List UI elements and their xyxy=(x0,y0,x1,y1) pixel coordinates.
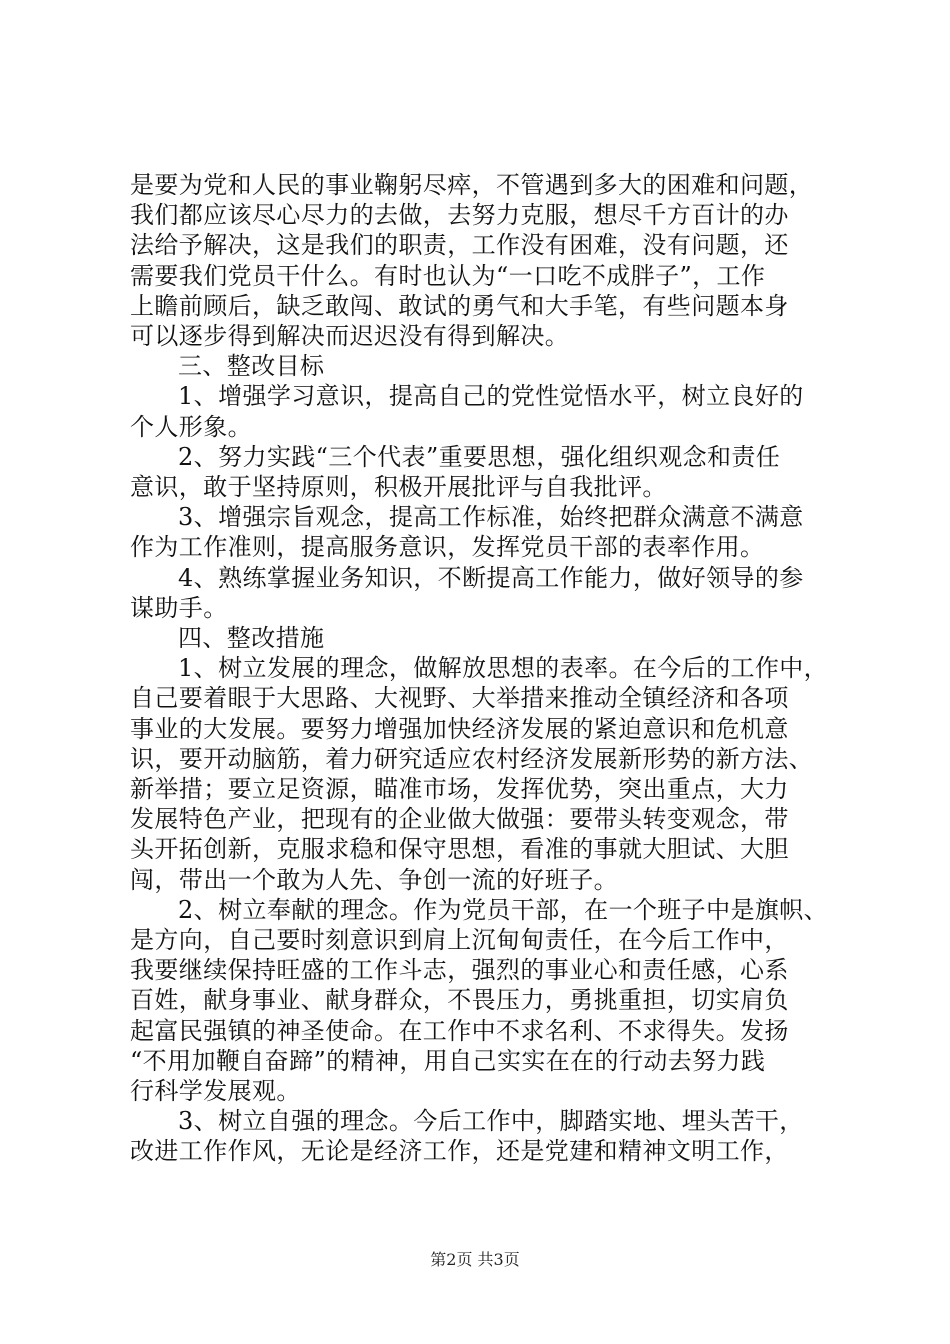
text-line: 闯，带出一个敢为人先、争创一流的好班子。 xyxy=(130,865,618,894)
text-line: 法给予解决，这是我们的职责，工作没有困难，没有问题，还 xyxy=(130,231,789,260)
text-line: 事业的大发展。要努力增强加快经济发展的紧迫意识和危机意 xyxy=(130,714,789,743)
text-line: 上瞻前顾后，缺乏敢闯、敢试的勇气和大手笔，有些问题本身 xyxy=(130,291,789,320)
text-line: 作为工作准则，提高服务意识，发挥党员干部的表率作用。 xyxy=(130,533,765,562)
text-line: 2、努力实践“三个代表”重要思想，强化组织观念和责任 xyxy=(178,442,781,471)
text-line: 四、整改措施 xyxy=(178,624,325,652)
text-line: 个人形象。 xyxy=(130,412,252,441)
text-line: 自己要着眼于大思路、大视野、大举措来推动全镇经济和各项 xyxy=(130,684,789,713)
text-line: 改进工作作风，无论是经济工作，还是党建和精神文明工作， xyxy=(130,1137,789,1166)
text-line: 4、熟练掌握业务知识，不断提高工作能力，做好领导的参 xyxy=(178,563,804,592)
text-line: 3、增强宗旨观念，提高工作标准，始终把群众满意不满意 xyxy=(178,503,804,532)
text-line: 是要为党和人民的事业鞠躬尽瘁，不管遇到多大的困难和问题， xyxy=(130,171,814,199)
text-line: 头开拓创新，克服求稳和保守思想，看准的事就大胆试、大胆 xyxy=(130,835,789,864)
text-line: 起富民强镇的神圣使命。在工作中不求名利、不求得失。发扬 xyxy=(130,1016,789,1045)
text-line: 意识，敢于坚持原则，积极开展批评与自我批评。 xyxy=(130,473,667,501)
text-line: “不用加鞭自奋蹄”的精神，用自己实实在在的行动去努力践 xyxy=(130,1046,766,1075)
text-line: 1、树立发展的理念，做解放思想的表率。在今后的工作中， xyxy=(178,654,829,683)
text-line: 谋助手。 xyxy=(130,593,228,622)
text-line: 是方向，自己要时刻意识到肩上沉甸甸责任，在今后工作中， xyxy=(130,926,789,954)
text-line: 1、增强学习意识，提高自己的党性觉悟水平，树立良好的 xyxy=(178,382,804,411)
text-line: 可以逐步得到解决而迟迟没有得到解决。 xyxy=(130,322,570,350)
text-line: 行科学发展观。 xyxy=(130,1077,301,1105)
text-line: 百姓，献身事业、献身群众，不畏压力，勇挑重担，切实肩负 xyxy=(130,986,789,1015)
page-footer: 第2页 共3页 xyxy=(430,1250,520,1269)
text-line: 发展特色产业，把现有的企业做大做强：要带头转变观念，带 xyxy=(130,805,789,834)
text-line: 2、树立奉献的理念。作为党员干部，在一个班子中是旗帜、 xyxy=(178,895,829,924)
text-line: 我要继续保持旺盛的工作斗志，强烈的事业心和责任感，心系 xyxy=(130,956,789,985)
text-line: 需要我们党员干什么。有时也认为“一口吃不成胖子”，工作 xyxy=(130,261,766,290)
text-line: 三、整改目标 xyxy=(178,352,325,381)
text-line: 3、树立自强的理念。今后工作中，脚踏实地、埋头苦干， xyxy=(178,1107,804,1136)
text-line: 我们都应该尽心尽力的去做，去努力克服，想尽千方百计的办 xyxy=(130,201,789,230)
text-line: 识，要开动脑筋，着力研究适应农村经济发展新形势的新方法、 xyxy=(130,744,814,773)
text-line: 新举措；要立足资源，瞄准市场，发挥优势，突出重点，大力 xyxy=(130,775,789,803)
